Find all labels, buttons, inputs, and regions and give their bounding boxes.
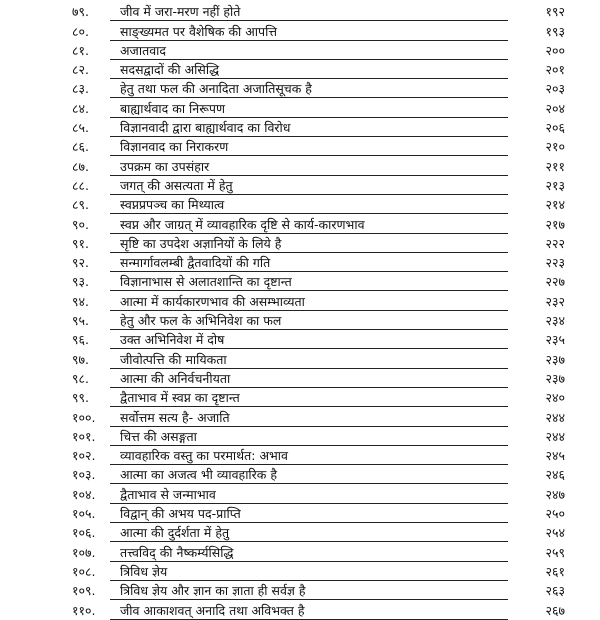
toc-entry-page-number: १९२ [545, 4, 565, 20]
toc-row [72, 272, 565, 291]
toc-entry-page-number: २६३ [545, 583, 565, 599]
toc-entry-title: स्वप्न और जाग्रत् में व्यावहारिक दृष्टि से कार्य-कारणभाव [120, 216, 365, 232]
toc-row [72, 427, 565, 446]
toc-entry-number: ७९. [72, 4, 89, 20]
toc-entry-page-number: २६७ [545, 602, 565, 618]
toc-entry-number: १०४. [72, 486, 96, 502]
toc-row [72, 137, 565, 156]
toc-entry-title: त्रिविध ज्ञेय [120, 563, 168, 579]
toc-entry-page-number: २१४ [545, 197, 565, 213]
toc-entry-title: आत्मा का अजत्व भी व्यावहारिक है [120, 467, 277, 483]
toc-row [72, 118, 565, 137]
table-of-contents [72, 2, 565, 620]
toc-row [72, 195, 565, 214]
toc-row [72, 388, 565, 407]
toc-entry-number: १०२. [72, 448, 96, 464]
toc-entry-number: ९४. [72, 293, 89, 309]
toc-entry-page-number: २०० [545, 42, 565, 58]
toc-entry-title: विज्ञानवाद का निराकरण [120, 139, 229, 155]
toc-entry-number: ८१. [72, 42, 89, 58]
toc-row [72, 21, 565, 40]
toc-entry-number: ८६. [72, 139, 89, 155]
toc-entry-page-number: २४४ [545, 428, 565, 444]
toc-row [72, 214, 565, 233]
toc-entry-number: ९१. [72, 235, 89, 251]
toc-entry-title: स्वप्नप्रपञ्च का मिथ्यात्व [120, 197, 225, 213]
toc-entry-page-number: २३५ [545, 332, 565, 348]
toc-entry-page-number: २२३ [545, 255, 565, 271]
toc-entry-title: विज्ञानवादी द्वारा बाह्यार्थवाद का विरोध [120, 120, 291, 136]
toc-entry-title: हेतु और फल के अभिनिवेश का फल [120, 313, 282, 329]
toc-entry-number: १०५. [72, 506, 96, 522]
toc-entry-title: जीव आकाशवत् अनादि तथा अविभक्त है [120, 602, 305, 618]
toc-entry-number: ९५. [72, 313, 89, 329]
toc-row [72, 311, 565, 330]
toc-entry-title: अजातवाद [120, 42, 167, 58]
toc-entry-title: विद्वान् की अभय पद-प्राप्ति [120, 506, 241, 522]
toc-entry-page-number: २३७ [545, 351, 565, 367]
toc-entry-number: १०३. [72, 467, 96, 483]
toc-entry-page-number: १९३ [545, 23, 565, 39]
toc-row [72, 349, 565, 368]
toc-entry-title: साङ्ख्यमत पर वैशेषिक की आपत्ति [120, 23, 278, 39]
toc-entry-page-number: २१७ [545, 216, 565, 232]
toc-row [72, 291, 565, 310]
toc-entry-page-number: २३७ [545, 370, 565, 386]
toc-row [72, 156, 565, 175]
toc-entry-title: जीवोत्पत्ति की मायिकता [120, 351, 227, 367]
toc-entry-page-number: २०४ [545, 100, 565, 116]
toc-row [72, 600, 565, 619]
toc-row [72, 79, 565, 98]
toc-entry-number: ९९. [72, 390, 89, 406]
toc-row [72, 369, 565, 388]
toc-row [72, 253, 565, 272]
toc-entry-title: आत्मा की अनिर्वचनीयता [120, 370, 231, 386]
toc-row [72, 330, 565, 349]
toc-entry-number: ८२. [72, 62, 89, 78]
toc-entry-title: तत्त्वविद् की नैष्कर्म्यसिद्धि [120, 544, 234, 560]
toc-entry-title: द्वैताभाव में स्वप्न का दृष्टान्त [120, 390, 240, 406]
toc-entry-page-number: २२२ [545, 235, 565, 251]
toc-entry-number: ८०. [72, 23, 89, 39]
toc-row [72, 176, 565, 195]
toc-row [72, 562, 565, 581]
toc-entry-page-number: २४० [545, 390, 565, 406]
toc-row [72, 407, 565, 426]
toc-entry-number: १००. [72, 409, 96, 425]
toc-row [72, 98, 565, 117]
toc-entry-number: १०८. [72, 563, 96, 579]
toc-entry-number: ८९. [72, 197, 89, 213]
toc-entry-number: ९८. [72, 370, 89, 386]
toc-entry-number: ९२. [72, 255, 89, 271]
toc-entry-title: आत्मा में कार्यकारणभाव की असम्भाव्यता [120, 293, 305, 309]
toc-entry-number: ९०. [72, 216, 89, 232]
toc-entry-page-number: २३२ [545, 293, 565, 309]
toc-entry-number: १०९. [72, 583, 96, 599]
toc-entry-title: आत्मा की दुर्दर्शता में हेतु [120, 525, 230, 541]
toc-row [72, 465, 565, 484]
toc-entry-title: व्यावहारिक वस्तु का परमार्थत: अभाव [120, 448, 288, 464]
toc-entry-title: सर्वोत्तम सत्य है- अजाति [120, 409, 230, 425]
toc-row [72, 2, 565, 21]
toc-row [72, 41, 565, 60]
toc-entry-number: ९३. [72, 274, 89, 290]
toc-entry-number: १०१. [72, 428, 96, 444]
toc-row [72, 446, 565, 465]
toc-entry-title: सन्मार्गावलम्बी द्वैतवादियों की गति [120, 255, 271, 271]
toc-entry-number: ८५. [72, 120, 89, 136]
toc-row [72, 542, 565, 561]
toc-entry-page-number: २४७ [545, 486, 565, 502]
toc-entry-number: ९७. [72, 351, 89, 367]
toc-entry-page-number: २५४ [545, 525, 565, 541]
toc-entry-title: उपक्रम का उपसंहार [120, 158, 210, 174]
toc-row [72, 60, 565, 79]
toc-entry-page-number: २४६ [545, 467, 565, 483]
toc-entry-page-number: २३४ [545, 313, 565, 329]
toc-entry-number: ८८. [72, 177, 89, 193]
toc-entry-title: चित्त की असङ्गता [120, 428, 197, 444]
toc-entry-number: ८७. [72, 158, 89, 174]
toc-entry-number: ८४. [72, 100, 89, 116]
toc-entry-title: जगत् की असत्यता में हेतु [120, 177, 233, 193]
toc-entry-title: जीव में जरा-मरण नहीं होते [120, 4, 241, 20]
toc-entry-page-number: २५९ [545, 544, 565, 560]
toc-entry-page-number: २१० [545, 139, 565, 155]
toc-entry-page-number: २११ [545, 158, 565, 174]
toc-row [72, 523, 565, 542]
toc-entry-page-number: २२७ [545, 274, 565, 290]
toc-entry-title: उक्त अभिनिवेश में दोष [120, 332, 225, 348]
toc-entry-title: सदसद्वादों की असिद्धि [120, 62, 220, 78]
toc-entry-page-number: २०३ [545, 81, 565, 97]
toc-entry-title: सृष्टि का उपदेश अज्ञानियों के लिये है [120, 235, 282, 251]
toc-entry-title: बाह्यार्थवाद का निरूपण [120, 100, 226, 116]
toc-entry-title: हेतु तथा फल की अनादिता अजातिसूचक है [120, 81, 312, 97]
toc-entry-page-number: २५० [545, 506, 565, 522]
toc-entry-title: विज्ञानाभास से अलातशान्ति का दृष्टान्त [120, 274, 292, 290]
toc-entry-page-number: २६१ [545, 563, 565, 579]
toc-entry-page-number: २४४ [545, 409, 565, 425]
toc-entry-page-number: २०१ [545, 62, 565, 78]
toc-row [72, 234, 565, 253]
toc-entry-page-number: २१३ [545, 177, 565, 193]
toc-row [72, 504, 565, 523]
toc-row [72, 581, 565, 600]
toc-entry-number: ९६. [72, 332, 89, 348]
toc-entry-number: ८३. [72, 81, 89, 97]
toc-entry-number: ११०. [72, 602, 96, 618]
toc-entry-page-number: २४५ [545, 448, 565, 464]
toc-entry-title: त्रिविध ज्ञेय और ज्ञान का ज्ञाता ही सर्वज्ञ है [120, 583, 306, 599]
toc-row [72, 484, 565, 503]
toc-entry-page-number: २०६ [545, 120, 565, 136]
toc-entry-title: द्वैताभाव से जन्माभाव [120, 486, 216, 502]
toc-entry-number: १०६. [72, 525, 96, 541]
toc-entry-number: १०७. [72, 544, 96, 560]
